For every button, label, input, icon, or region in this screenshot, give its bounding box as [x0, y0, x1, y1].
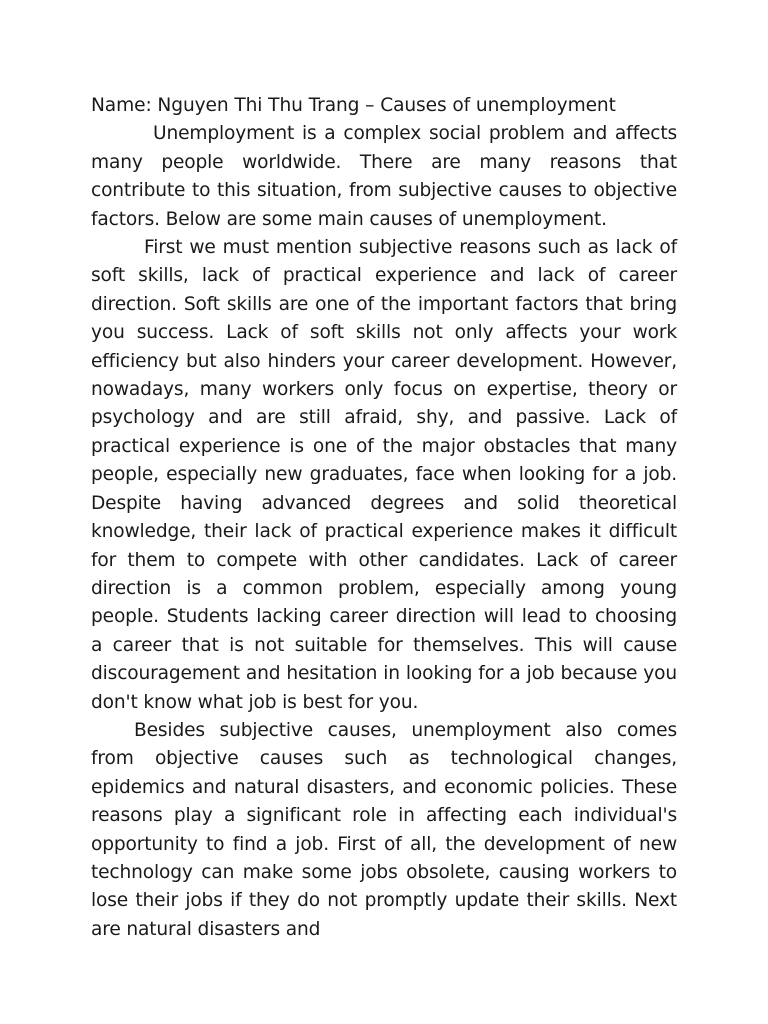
paragraph-objective-causes: Besides subjective causes, unemployment also comes from objective causes such as technological changes, epidemics and natural disasters, and economic policies. These reasons play a significant role in affecting each individual's opportunity to find a job. First of all, the development of new technology can make some jobs obsolete, causing workers to lose their jobs if they do not promptly update their skills. Next are natural disasters and [91, 719, 677, 940]
document-title: Name: Nguyen Thi Thu Trang – Causes of unemployment [91, 95, 616, 116]
paragraph-subjective-causes: First we must mention subjective reasons such as lack of soft skills, lack of practical experience and lack of career direction. Soft skills are one of the important factors that bring you success. Lack of soft skills not only affects your work efficiency but also hinders your career development. However, nowadays, many workers only focus on expertise, theory or psychology and are still afraid, shy, and passive. Lack of practical experience is one of the major obstacles that many people, especially new graduates, face when looking for a job. Despite having advanced degrees and solid theoretical knowledge, their lack of practical experience makes it difficult for them to compete with other candidates. Lack of career direction is a common problem, especially among young people. Students lacking career direction will lead to choosing a career that is not suitable for themselves. This will cause discouragement and hesitation in looking for a job because you don't know what job is best for you. [91, 237, 677, 713]
paragraph-intro: Unemployment is a complex social problem and affects many people worldwide. There are many reasons that contribute to this situation, from subjective causes to objective factors. Below are some main causes of unemployment. [91, 123, 677, 230]
document-page [91, 92, 677, 944]
